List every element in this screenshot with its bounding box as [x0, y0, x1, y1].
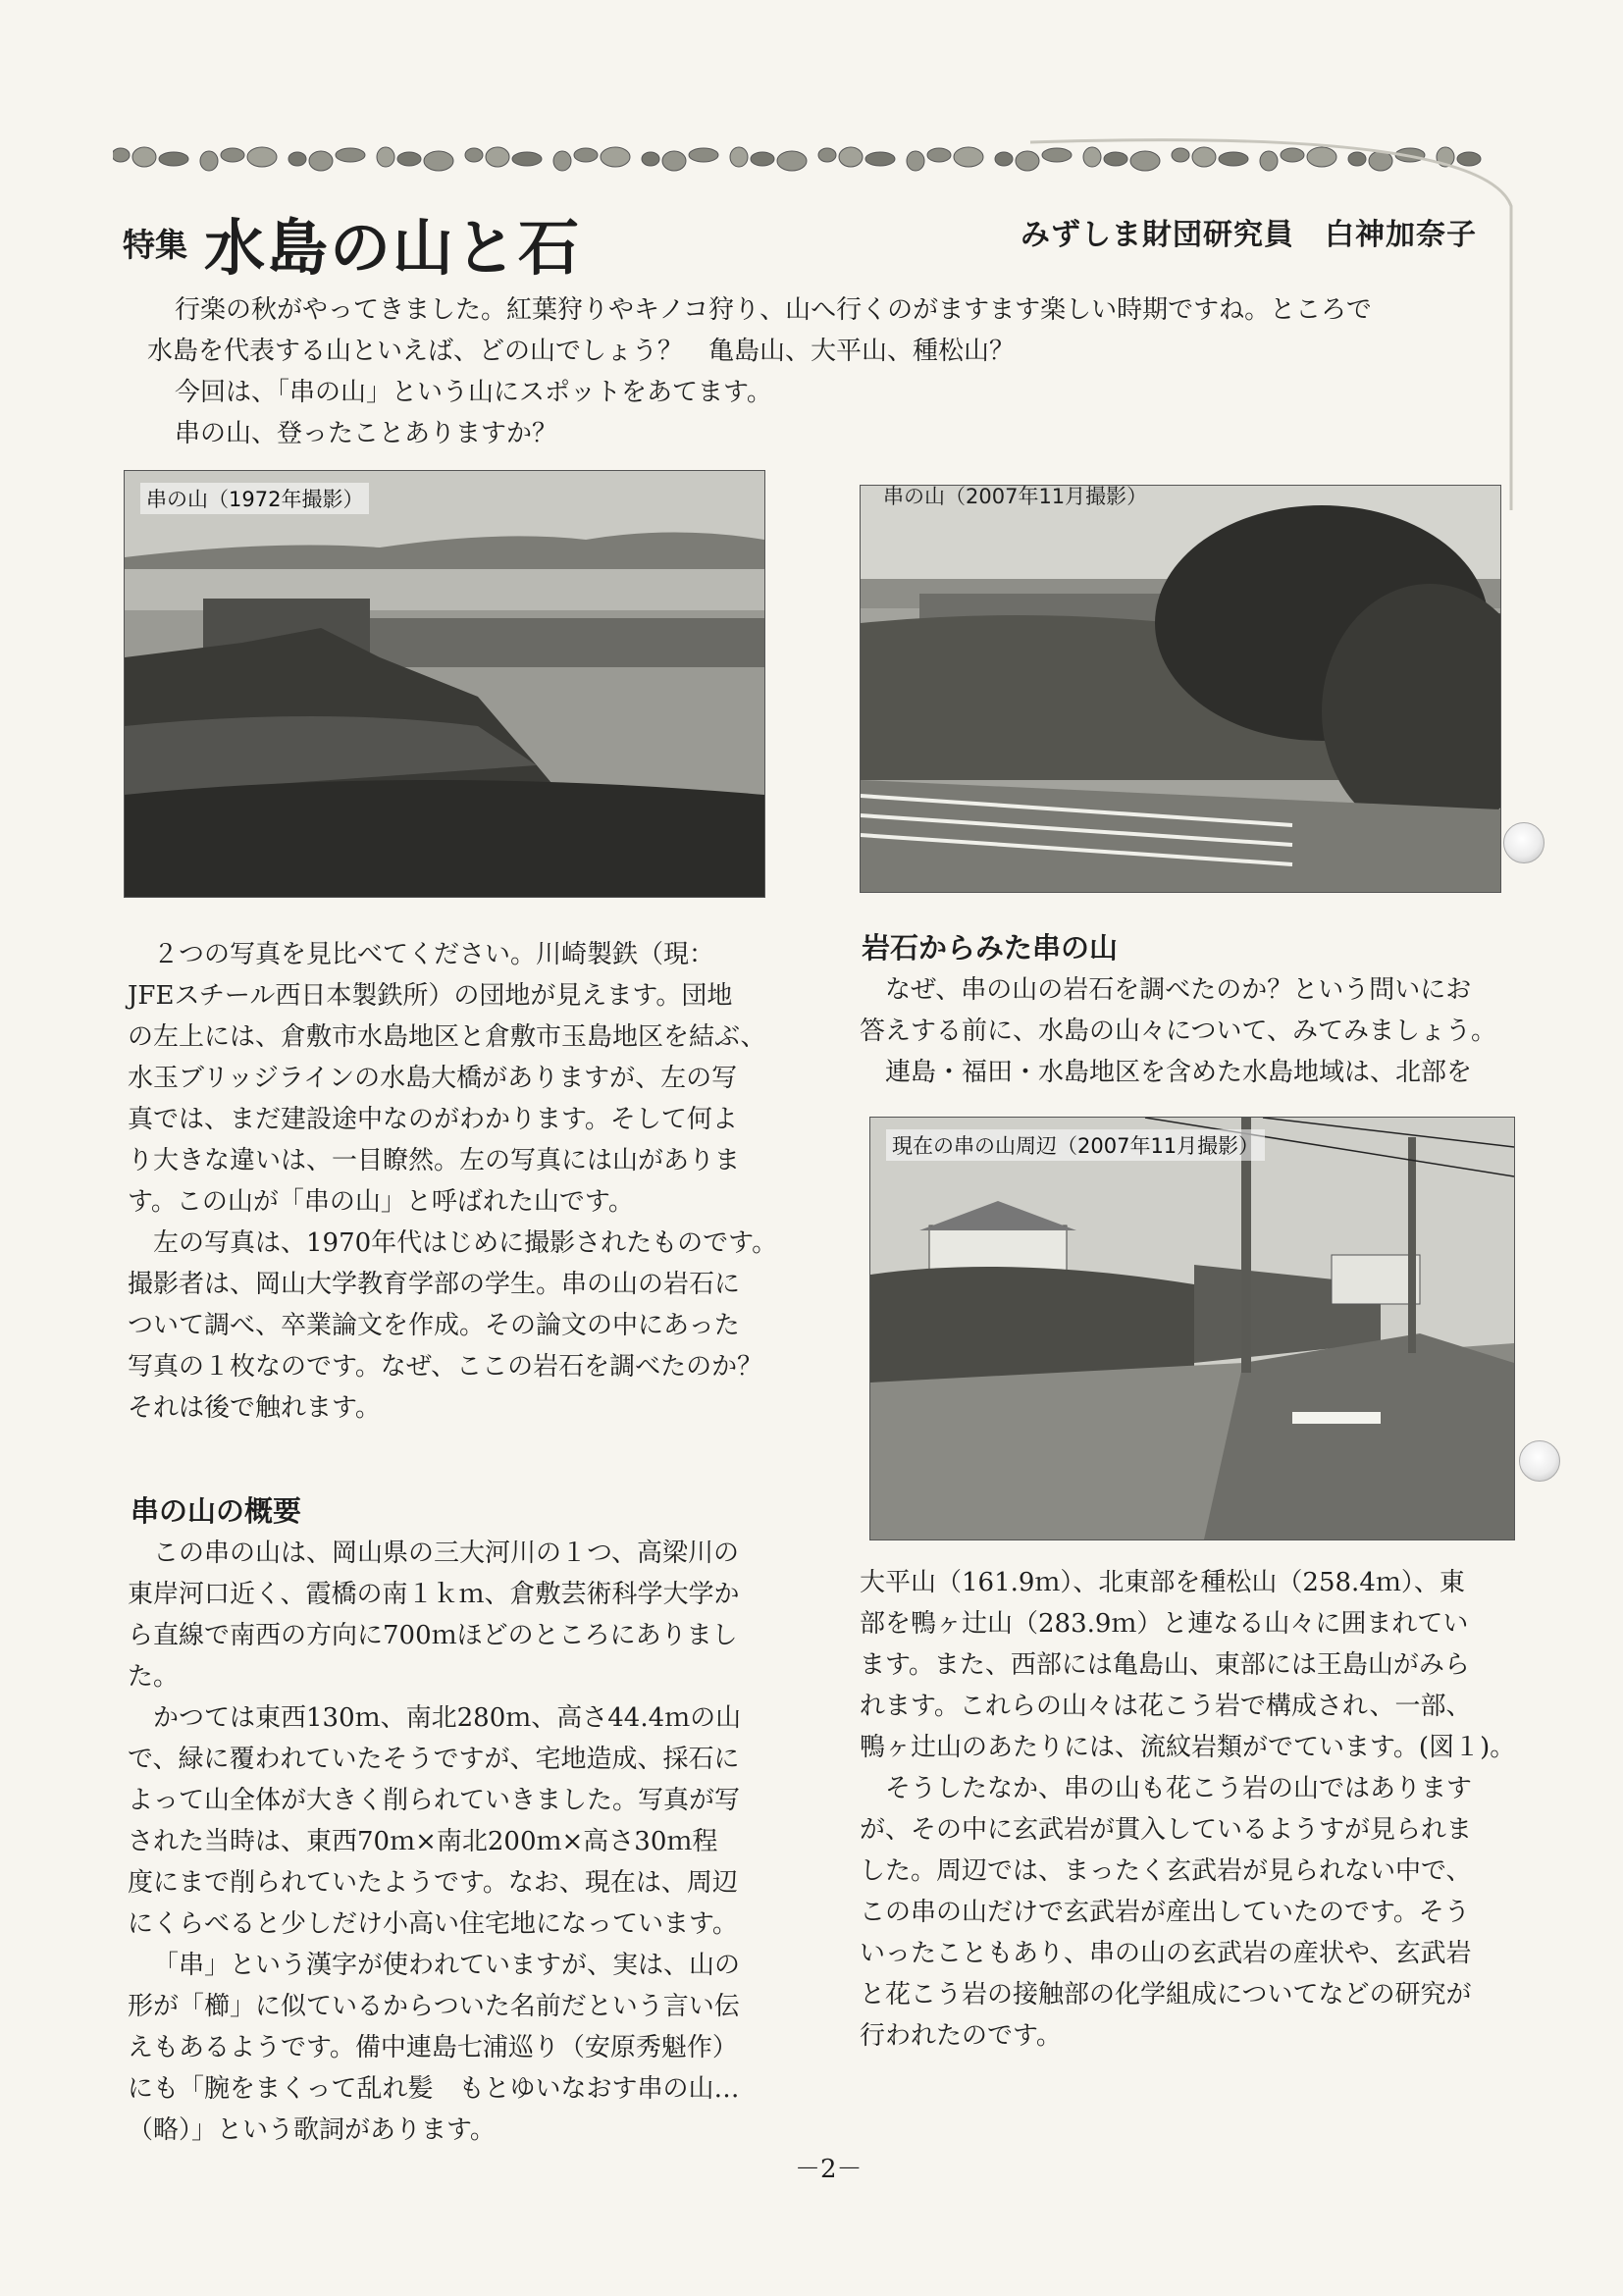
- text-line: JFEスチール西日本製鉄所）の団地が見えます。団地: [128, 981, 733, 1011]
- text-line: された当時は、東西70ｍ×南北200ｍ×高さ30ｍ程: [128, 1827, 718, 1856]
- text-line: 行われたのです。: [860, 2021, 1062, 2051]
- text-line: ２つの写真を見比べてください。川崎製鉄（現：: [153, 940, 715, 969]
- text-line: 大平山（161.9ｍ）、北東部を種松山（258.4ｍ）、東: [860, 1568, 1465, 1597]
- section-rocks-body-bottom: [860, 1562, 1519, 2057]
- text-line: そうしたなか、串の山も花こう岩の山ではあります: [885, 1774, 1473, 1803]
- text-line: の左上には、倉敷市水島地区と倉敷市玉島地区を結ぶ、: [128, 1022, 766, 1052]
- text-line: 東岸河口近く、霞橋の南１ｋｍ、倉敷芸術科学大学か: [128, 1580, 740, 1609]
- photo-kushinoyama-1972: [124, 470, 765, 898]
- text-line: 左の写真は、1970年代はじめに撮影されたものです。: [153, 1228, 778, 1258]
- text-line: 形が「櫛」に似ているからついた名前だという言い伝: [128, 1992, 740, 2021]
- text-line: よって山全体が大きく削られていきました。写真が写: [128, 1786, 741, 1815]
- text-line: 「串」という漢字が使われていますが、実は、山の: [153, 1951, 741, 1980]
- text-line: かつては東西130ｍ、南北280ｍ、高さ44.4ｍの山: [153, 1703, 742, 1733]
- text-line: にも「腕をまくって乱れ髪 もとゆいなおす串の山…: [128, 2074, 740, 2104]
- text-line: それは後で触れます。: [128, 1393, 381, 1423]
- punch-hole: [1503, 822, 1544, 863]
- text-line: た。: [128, 1662, 180, 1692]
- text-line: にくらべると少しだけ小高い住宅地になっています。: [128, 1909, 738, 1939]
- section-heading-overview: 串の山の概要: [131, 1494, 302, 1528]
- photo-kushinoyama-2007: [860, 485, 1501, 893]
- text-line: 度にまで削られていたようです。なお、現在は、周辺: [128, 1868, 738, 1898]
- text-line: ついて調べ、卒業論文を作成。その論文の中にあった: [128, 1311, 740, 1340]
- text-line: と花こう岩の接触部の化学組成についてなどの研究が: [860, 1980, 1472, 2009]
- text-line: 連島・福田・水島地区を含めた水島地域は、北部を: [885, 1058, 1473, 1087]
- text-line: 撮影者は、岡山大学教育学部の学生。串の山の岩石に: [128, 1270, 741, 1299]
- text-line: 答えする前に、水島の山々について、みてみましょう。: [860, 1017, 1496, 1046]
- section-heading-rocks: 岩石からみた串の山: [862, 931, 1119, 965]
- text-line: 真では、まだ建設途中なのがわかります。そして何よ: [128, 1105, 738, 1134]
- photo-caption: 串の山（2007年11月撮影）: [883, 485, 1148, 508]
- article-title: 水島の山と石: [204, 212, 582, 284]
- intro-paragraph: [147, 289, 1541, 454]
- text-line: この串の山は、岡山県の三大河川の１つ、高梁川の: [153, 1539, 739, 1568]
- text-line: （略）」という歌詞があります。: [128, 2115, 496, 2145]
- intro-line: 今回は、「串の山」という山にスポットをあてます。: [175, 378, 772, 407]
- text-line: 水玉ブリッジラインの水島大橋がありますが、左の写: [128, 1064, 738, 1093]
- text-line: が、その中に玄武岩が貫入しているようすが見られま: [860, 1815, 1473, 1845]
- text-line: ます。また、西部には亀島山、東部には王島山がみら: [860, 1650, 1470, 1680]
- page-number: －2－: [795, 2155, 863, 2184]
- text-line: ら直線で南西の方向に700ｍほどのところにありまし: [128, 1621, 738, 1650]
- text-line: れます。これらの山々は花こう岩で構成され、一部、: [860, 1692, 1472, 1721]
- text-line: した。周辺では、まったく玄武岩が見られない中で、: [860, 1856, 1472, 1886]
- left-column-paragraph: [128, 934, 787, 1429]
- photo-kushinoyama-surroundings: [869, 1117, 1515, 1540]
- text-line: 写真の１枚なのです。なぜ、ここの岩石を調べたのか？: [128, 1352, 763, 1382]
- intro-line: 行楽の秋がやってきました。紅葉狩りやキノコ狩り、山へ行くのがますます楽しい時期ですね。ところで: [175, 295, 1372, 325]
- photo-caption: 現在の串の山周辺（2007年11月撮影）: [886, 1129, 1265, 1161]
- text-line: 鴨ヶ辻山のあたりには、流紋岩類がでています。(図１)。: [860, 1733, 1516, 1762]
- text-line: で、緑に覆われていたそうですが、宅地造成、採石に: [128, 1745, 740, 1774]
- text-line: り大きな違いは、一目瞭然。左の写真には山がありま: [128, 1146, 741, 1175]
- punch-hole: [1519, 1440, 1560, 1482]
- intro-line: 水島を代表する山といえば、どの山でしょう？ 亀島山、大平山、種松山？: [147, 337, 1016, 366]
- text-line: なぜ、串の山の岩石を調べたのか？という問いにお: [885, 975, 1472, 1005]
- feature-tag: 特集: [123, 226, 187, 264]
- text-line: この串の山だけで玄武岩が産出していたのです。そう: [860, 1898, 1470, 1927]
- text-line: す。この山が「串の山」と呼ばれた山です。: [128, 1187, 634, 1217]
- photo-caption: 串の山（1972年撮影）: [140, 483, 369, 514]
- section-rocks-body-top: [860, 969, 1519, 1093]
- section-overview-body: [128, 1533, 787, 2151]
- intro-line: 串の山、登ったことありますか？: [175, 419, 558, 448]
- author-line: みずしま財団研究員 白神加奈子: [1021, 218, 1477, 252]
- text-line: いったこともあり、串の山の玄武岩の産状や、玄武岩: [860, 1939, 1472, 1968]
- text-line: えもあるようです。備中連島七浦巡り（安原秀魁作）: [128, 2033, 738, 2062]
- text-line: 部を鴨ヶ辻山（283.9ｍ）と連なる山々に囲まれてい: [860, 1609, 1469, 1639]
